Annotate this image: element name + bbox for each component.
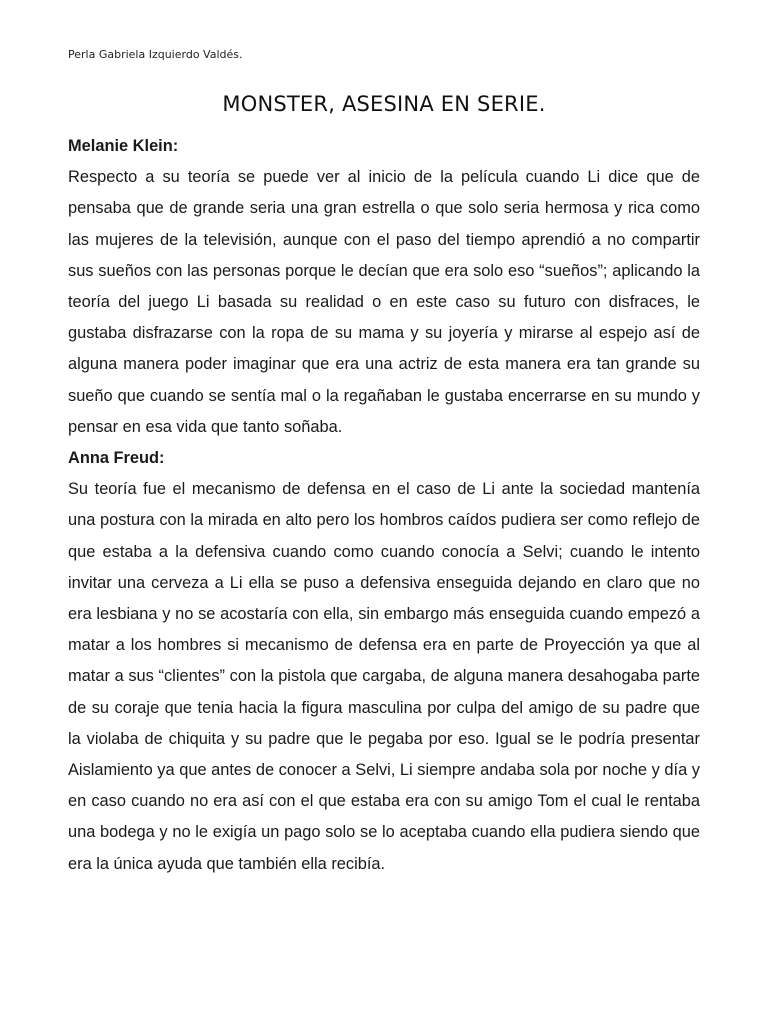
section-heading-anna-freud: Anna Freud:	[68, 449, 165, 468]
author-name: Perla Gabriela Izquierdo Valdés.	[68, 48, 243, 61]
section-body-melanie-klein: Respecto a su teoría se puede ver al inicio de la película cuando Li dice que de pensaba que de grande seria una gran estrella o que solo seria hermosa y rica como las mujeres de la televisión, aunque con el paso del tiempo aprendió a no compartir sus sueños con las personas porque le decían que era solo eso “sueños”; aplicando la teoría del juego Li basada su realidad o en este caso su futuro con disfraces, le gustaba disfrazarse con la ropa de su mama y su joyería y mirarse al espejo así de alguna manera poder imaginar que era una actriz de esta manera era tan grande su sueño que cuando se sentía mal o la regañaban le gustaba encerrarse en su mundo y pensar en esa vida que tanto soñaba.	[68, 168, 700, 436]
document-title: MONSTER, ASESINA EN SERIE.	[222, 92, 546, 116]
section-body-anna-freud: Su teoría fue el mecanismo de defensa en el caso de Li ante la sociedad mantenía una postura con la mirada en alto pero los hombros caídos pudiera ser como reflejo de que estaba a la defensiva cuando como cuando conocía a Selvi; cuando le intento invitar una cerveza a Li ella se puso a defensiva enseguida dejando en claro que no era lesbiana y no se acostaría con ella, sin embargo más enseguida cuando empezó a matar a los hombres si mecanismo de defensa era en parte de Proyección ya que al matar a sus “clientes” con la pistola que cargaba, de alguna manera desahogaba parte de su coraje que tenia hacia la figura masculina por culpa del amigo de su padre que la violaba de chiquita y su padre que le pegaba por eso. Igual se le podría presentar Aislamiento ya que antes de conocer a Selvi, Li siempre andaba sola por noche y día y en caso cuando no era así con el que estaba era con su amigo Tom el cual le rentaba una bodega y no le exigía un pago solo se lo aceptaba cuando ella pudiera siendo que era la única ayuda que también ella recibía.	[68, 480, 700, 873]
section-heading-melanie-klein: Melanie Klein:	[68, 137, 179, 155]
document-body	[68, 131, 700, 880]
